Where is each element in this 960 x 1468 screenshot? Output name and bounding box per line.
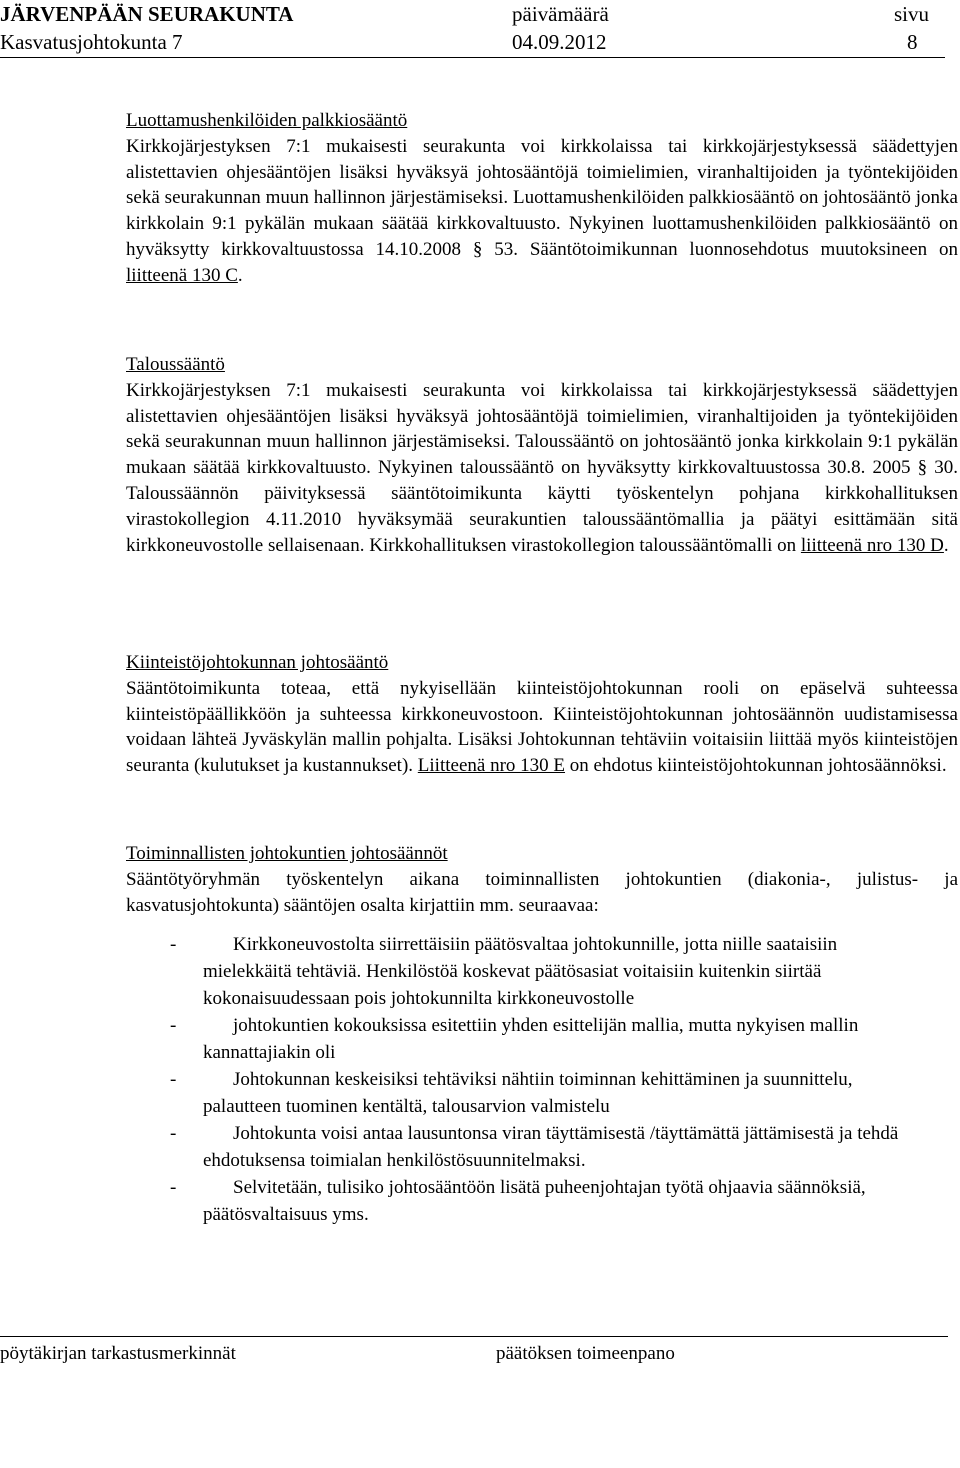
section-body: Sääntötoimikunta toteaa, että nykyisellään kiinteistöjohtokunnan rooli on epäselvä suhteessa kiinteistöpäällikköön ja suhteessa kirkkoneuvostoon. Kiinteistöjohtokunnan johtosäännön uudistamisessa voidaan lähteä Jyväskylän mallin pohjalta. Lisäksi Johtokunnan tehtäviin voitaisiin liittää myös kiinteistöjen seuranta (kulutukset ja kustannukset). Liitteenä nro 130 E on ehdotus kiinteistöjohtokunnan johtosäännöksi. — [126, 677, 958, 777]
bullet-dash: - — [170, 1177, 177, 1198]
attachment-reference: liitteenä 130 C — [126, 264, 238, 286]
section-body: Kirkkojärjestyksen 7:1 mukaisesti seurakunta voi kirkkolaissa tai kirkkojärjestyksessä säädettyjen alistettavien ohjesääntöjen lisäksi hyväksyä johtosääntöjä toimielimien, viranhaltijoiden ja työntekijöiden sekä seurakunnan muun hallinnon järjestämiseksi. Taloussääntö on johtosääntö jonka kirkkolain 9:1 pykälän mukaan säätää kirkkovaltuusto. Nykyinen taloussääntö on hyväksytty kirkkovaltuustossa 30.8. 2005 § 30. Taloussäännön päivityksessä sääntötoimikunta käytti työskentelyn pohjana kirkkohallituksen virastokollegion 4.11.2010 hyväksymää seurakuntien taloussääntömallia ja päätyi esittämään sitä kirkkoneuvostolle sellaisenaan. Kirkkohallituksen virastokollegion taloussääntömalli on liitteenä nro 130 D. — [126, 379, 958, 556]
attachment-reference: liitteenä nro 130 D — [800, 534, 944, 556]
committee-name: Kasvatusjohtokunta 7 — [0, 30, 183, 54]
section-palkkiosaanto — [126, 108, 958, 289]
section-title: Taloussääntö — [126, 354, 225, 375]
bullet-dash: - — [170, 1015, 177, 1036]
attachment-reference: Liitteenä nro 130 E — [417, 755, 566, 777]
bullet-list — [170, 931, 930, 1228]
page-label: sivu — [894, 2, 930, 26]
date-label: päivämäärä — [512, 2, 609, 26]
section-body: Kirkkojärjestyksen 7:1 mukaisesti seurakunta voi kirkkolaissa tai kirkkojärjestyksessä säädettyjen alistettavien ohjesääntöjen lisäksi hyväksyä johtosääntöjä toimielimien, viranhaltijoiden ja työntekijöiden sekä seurakunnan muun hallinnon järjestämiseksi. Luottamushenkilöiden palkkiosääntö on johtosääntö jonka kirkkolain 9:1 pykälän mukaan säätää kirkkovaltuusto. Nykyinen luottamushenkilöiden palkkiosääntö on hyväksytty kirkkovaltuustossa 14.10.2008 § 53. Sääntötoimikunnan luonnosehdotus muutoksineen on liitteenä 130 C. — [126, 135, 958, 286]
bullet-dash: - — [170, 934, 177, 955]
section-toiminnalliset-johtokunnat — [126, 841, 958, 918]
list-item: - Kirkkoneuvostolta siirrettäisiin päätösvaltaa johtokunnille, jotta niille saataisiin mielekkäitä tehtäviä. Henkilöstöä koskevat päätösasiat voitaisiin kuitenkin siirtää kokonaisuudessaan pois johtokunnilta kirkkoneuvostolle — [170, 931, 930, 1012]
meeting-date: 04.09.2012 — [512, 30, 607, 54]
list-item: - Selvitetään, tulisiko johtosääntöön lisätä puheenjohtajan työtä ohjaavia säännöksiä, päätösvaltaisuus yms. — [170, 1174, 930, 1228]
list-item: - Johtokunta voisi antaa lausuntonsa viran täyttämisestä /täyttämättä jättämisestä ja tehdä ehdotuksensa toimialan henkilöstösuunnitelmaksi. — [170, 1120, 930, 1174]
section-taloussaanto — [126, 352, 958, 558]
footer-review-marks: pöytäkirjan tarkastusmerkinnät — [0, 1343, 236, 1364]
page-number: 8 — [907, 30, 918, 54]
section-kiinteistojohtokunta — [126, 650, 958, 779]
list-item: - Johtokunnan keskeisiksi tehtäviksi nähtiin toiminnan kehittäminen ja suunnittelu, palautteen tuominen kentältä, talousarvion valmistelu — [170, 1066, 930, 1120]
footer-implementation: päätöksen toimeenpano — [496, 1343, 675, 1364]
section-title: Luottamushenkilöiden palkkiosääntö — [126, 110, 408, 131]
footer-rule — [0, 1336, 948, 1337]
bullet-dash: - — [170, 1069, 177, 1090]
section-title: Toiminnallisten johtokuntien johtosäännöt — [126, 843, 448, 864]
header-rule — [0, 57, 945, 58]
section-title: Kiinteistöjohtokunnan johtosääntö — [126, 652, 389, 673]
section-body: Sääntötyöryhmän työskentelyn aikana toiminnallisten johtokuntien (diakonia-, julistus- ja kasvatusjohtokunta) sääntöjen osalta kirjattiin mm. seuraavaa: — [126, 868, 958, 916]
bullet-dash: - — [170, 1123, 177, 1144]
organization-name: JÄRVENPÄÄN SEURAKUNTA — [0, 2, 294, 26]
list-item: - johtokuntien kokouksissa esitettiin yhden esittelijän mallia, mutta nykyisen mallin kannattajiakin oli — [170, 1012, 930, 1066]
